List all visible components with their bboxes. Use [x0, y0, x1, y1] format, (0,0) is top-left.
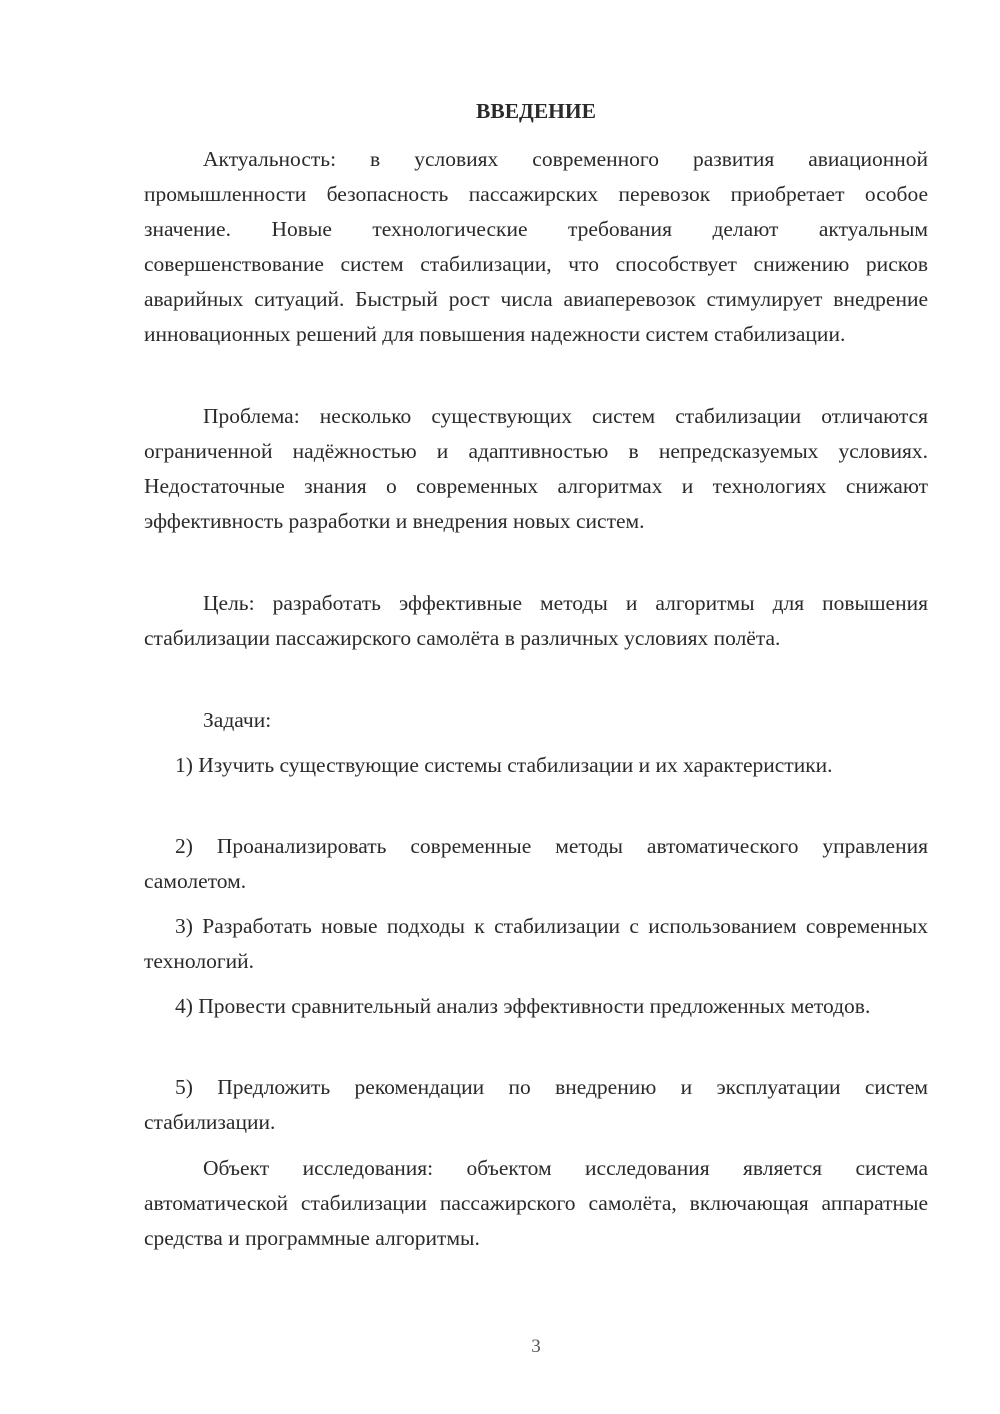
- paragraph-relevance: Актуальность: в условиях современного развития авиационной промышленности безопасность пассажирских перевозок приобретает особое значение. Новые технологические требования делают актуальным совершенствование систем стабилизации, что способствует снижению рисков аварийных ситуаций. Быстрый рост числа авиаперевозок стимулирует внедрение инновационных решений для повышения надежности систем стабилизации.: [144, 147, 928, 346]
- task-item-2: 2) Проанализировать современные методы автоматического управления самолетом.: [144, 834, 928, 893]
- task-item-3: 3) Разработать новые подходы к стабилизации с использованием современных технологий.: [144, 914, 928, 973]
- paragraph-object: Объект исследования: объектом исследования является система автоматической стабилизации пассажирского самолёта, включающая аппаратные средства и программные алгоритмы.: [144, 1156, 928, 1250]
- task-item-4: 4) Провести сравнительный анализ эффективности предложенных методов.: [175, 994, 871, 1018]
- paragraph-goal: Цель: разработать эффективные методы и алгоритмы для повышения стабилизации пассажирского самолёта в различных условиях полёта.: [144, 591, 928, 650]
- page-number: 3: [531, 1336, 541, 1357]
- tasks-label: Задачи:: [203, 708, 272, 732]
- paragraph-problem: Проблема: несколько существующих систем стабилизации отличаются ограниченной надёжностью и адаптивностью в непредсказуемых условиях. Недостаточные знания о современных алгоритмах и технологиях снижают эффективность разработки и внедрения новых систем.: [144, 404, 928, 533]
- task-item-1: 1) Изучить существующие системы стабилизации и их характеристики.: [175, 753, 833, 777]
- section-heading: ВВЕДЕНИЕ: [476, 99, 596, 123]
- task-item-5: 5) Предложить рекомендации по внедрению и эксплуатации систем стабилизации.: [144, 1075, 928, 1134]
